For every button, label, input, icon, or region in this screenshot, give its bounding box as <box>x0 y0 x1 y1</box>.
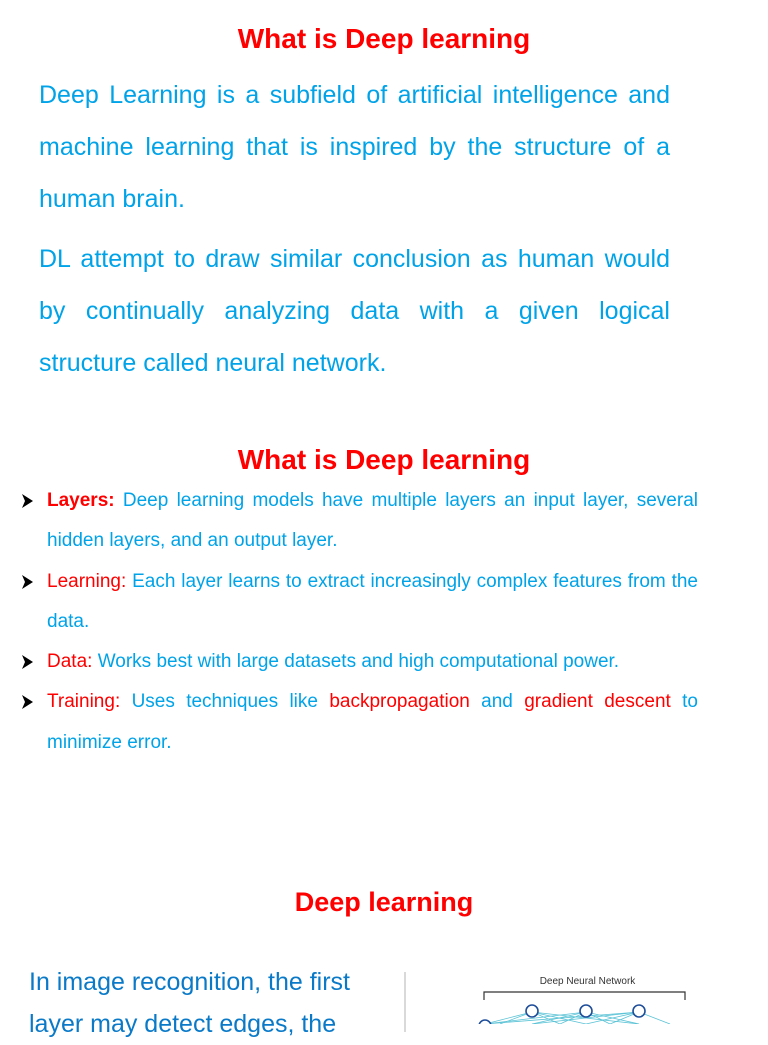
bullet-term: Learning: <box>47 570 127 592</box>
bullet-text: Works best with large datasets and high computational power. <box>92 651 620 673</box>
bullet-text: Uses techniques like <box>120 691 330 713</box>
bracket-line <box>484 992 685 1000</box>
bullet-term: Data: <box>47 651 93 673</box>
list-item-learning <box>18 562 698 643</box>
dl-paragraph: DL attempt to draw similar conclusion as human would by continually analyzing data with a given logical structure called neural network. <box>39 245 670 377</box>
image-recognition-paragraph: In image recognition, the first layer may detect edges, the <box>29 968 350 1038</box>
highlight-gradient-descent: gradient descent <box>524 691 671 713</box>
figure-title: Deep Neural Network <box>539 976 636 987</box>
bullet-text: Deep learning models have multiple layers an input layer, several hidden layers, and an output layer. <box>47 490 698 552</box>
neural-network-diagram <box>440 970 710 1024</box>
list-item-training <box>18 682 698 763</box>
list-item-layers <box>18 481 698 562</box>
arrow-bullet-icon <box>18 682 38 722</box>
bullet-text: Each layer learns to extract increasingly complex features from the data. <box>47 570 698 632</box>
intro-paragraph: Deep Learning is a subfield of artificial intelligence and machine learning that is inspired by the structure of a human brain. <box>39 81 670 213</box>
bullet-term: Training: <box>47 691 121 713</box>
bullet-term: Layers: <box>47 490 115 511</box>
arrow-bullet-icon <box>18 481 38 521</box>
section-heading-deep-learning: Deep learning <box>294 887 474 917</box>
arrow-bullet-icon <box>18 642 38 682</box>
neural-network-figure <box>440 970 710 1024</box>
bullet-text: and <box>469 691 525 713</box>
list-item-data <box>18 642 698 682</box>
bullet-text: to minimize error. <box>47 691 698 753</box>
feature-list <box>18 481 698 763</box>
section-heading: What is Deep learning <box>237 444 531 475</box>
arrow-bullet-icon <box>18 562 38 602</box>
page-title: What is Deep learning <box>237 23 531 54</box>
column-divider <box>404 972 406 1032</box>
highlight-backpropagation: backpropagation <box>329 691 470 713</box>
